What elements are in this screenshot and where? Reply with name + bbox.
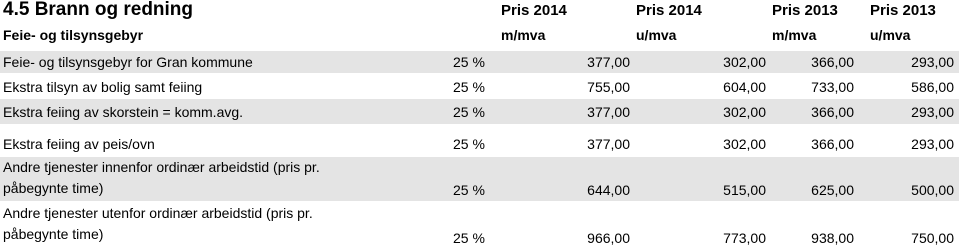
price-2014-m-cell: 644,00 [587, 182, 630, 198]
price-2013-m-cell: 366,00 [811, 136, 854, 152]
col-header-price-2014-b: Pris 2014 [636, 2, 702, 19]
row-label-line-1: Andre tjenester utenfor ordinær arbeidstid (pris pr. [3, 205, 313, 221]
price-2013-u-cell: 293,00 [911, 136, 954, 152]
price-2014-u-cell: 302,00 [723, 104, 766, 120]
price-2014-u-cell: 302,00 [723, 54, 766, 70]
row-label: Ekstra feiing av peis/ovn [3, 136, 155, 152]
table-subtitle: Feie- og tilsynsgebyr [3, 27, 144, 43]
col-header-price-2013-a: Pris 2013 [772, 2, 838, 19]
col-header-price-2014-a: Pris 2014 [501, 2, 567, 19]
vat-cell: 25 % [453, 79, 485, 95]
vat-cell: 25 % [453, 54, 485, 70]
price-2014-m-cell: 377,00 [587, 136, 630, 152]
page-title: 4.5 Brann og redning [3, 0, 194, 20]
row-label-line-2: påbegynte time) [3, 180, 104, 196]
row-label-line-2: påbegynte time) [3, 226, 104, 242]
price-2013-m-cell: 938,00 [811, 230, 854, 246]
price-2014-m-cell: 377,00 [587, 54, 630, 70]
price-2014-m-cell: 377,00 [587, 104, 630, 120]
vat-cell: 25 % [453, 136, 485, 152]
vat-cell: 25 % [453, 104, 485, 120]
price-2014-u-cell: 515,00 [723, 182, 766, 198]
price-2013-u-cell: 293,00 [911, 104, 954, 120]
vat-cell: 25 % [453, 230, 485, 246]
row-label: Feie- og tilsynsgebyr for Gran kommune [3, 54, 253, 70]
col-unit-3: m/mva [772, 27, 817, 43]
price-2013-u-cell: 293,00 [911, 54, 954, 70]
price-2013-m-cell: 366,00 [811, 54, 854, 70]
row-label: Ekstra feiing av skorstein = komm.avg. [3, 104, 244, 120]
col-header-price-2013-b: Pris 2013 [870, 2, 936, 19]
price-2014-m-cell: 966,00 [587, 230, 630, 246]
col-unit-4: u/mva [870, 27, 911, 43]
price-2013-m-cell: 625,00 [811, 182, 854, 198]
price-2014-u-cell: 302,00 [723, 136, 766, 152]
price-2014-u-cell: 773,00 [723, 230, 766, 246]
row-label-line-1: Andre tjenester innenfor ordinær arbeidstid (pris pr. [3, 159, 320, 175]
price-2013-m-cell: 366,00 [811, 104, 854, 120]
row-label: Ekstra tilsyn av bolig samt feiing [3, 79, 203, 95]
col-unit-1: m/mva [501, 27, 546, 43]
price-2013-u-cell: 750,00 [911, 230, 954, 246]
price-2014-m-cell: 755,00 [587, 79, 630, 95]
col-unit-2: u/mva [636, 27, 677, 43]
price-2013-u-cell: 586,00 [911, 79, 954, 95]
price-2013-m-cell: 733,00 [811, 79, 854, 95]
price-2013-u-cell: 500,00 [911, 182, 954, 198]
price-2014-u-cell: 604,00 [723, 79, 766, 95]
vat-cell: 25 % [453, 182, 485, 198]
